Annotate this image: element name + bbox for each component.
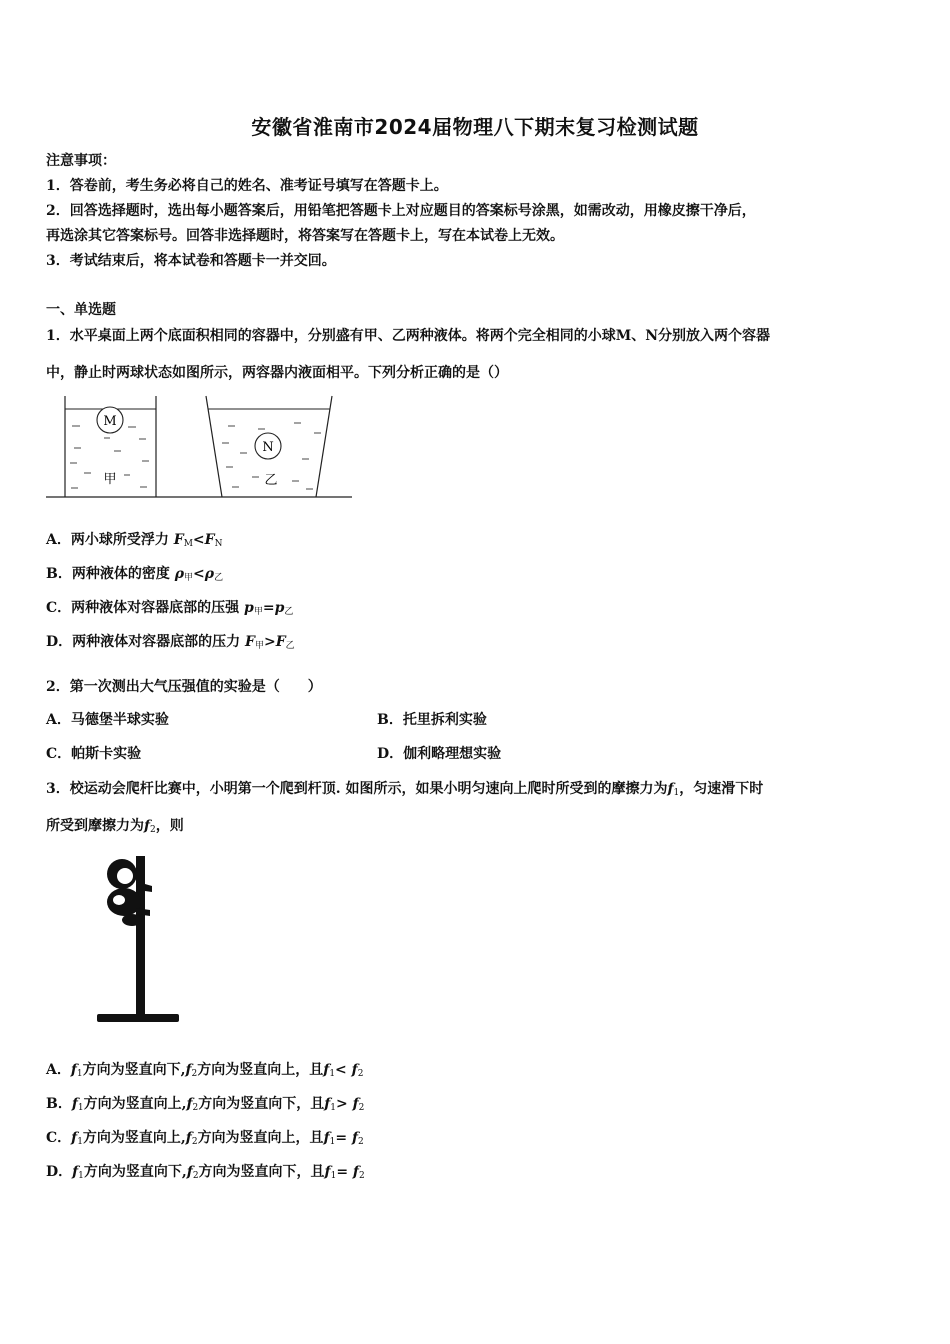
q3-option-b[interactable]: B．$f_1$方向为竖直向上$,f_2$方向为竖直向下，且$f_1> f_2$: [46, 1096, 365, 1113]
q1-option-b[interactable]: B．两种液体的密度 $\rho_甲<\rho_乙$: [46, 566, 224, 583]
q3-option-c[interactable]: C．$f_1$方向为竖直向上$,f_2$方向为竖直向上，且$f_1= f_2$: [46, 1130, 364, 1147]
q2-option-b[interactable]: B．托里拆利实验: [377, 712, 487, 728]
notice-item: 2．回答选择题时，选出每小题答案后，用铅笔把答题卡上对应题目的答案标号涂黑，如需改动，用橡皮擦干净后，: [46, 203, 756, 219]
q1-containers-figure: [44, 393, 356, 501]
pole: [136, 856, 145, 1016]
notice-item: 再选涂其它答案标号。回答非选择题时，将答案写在答题卡上，写在本试卷上无效。: [46, 228, 564, 244]
q3-option-a[interactable]: A．$f_1$方向为竖直向下$,f_2$方向为竖直向上，且$f_1< f_2$: [46, 1062, 364, 1079]
q3-pole-climber-figure: [92, 852, 184, 1028]
left-container: [65, 396, 156, 497]
right-container: [206, 396, 332, 497]
page-title: 安徽省淮南市2024届物理八下期末复习检测试题: [251, 115, 699, 139]
liquid-jia-label: 甲: [103, 472, 117, 487]
q3-option-d[interactable]: D．$f_1$方向为竖直向下$,f_2$方向为竖直向下，且$f_1= f_2$: [46, 1164, 365, 1181]
q3-stem-line2: 所受到摩擦力为$f_2$，则: [46, 818, 184, 835]
q1-option-d[interactable]: D．两种液体对容器底部的压力 $F_甲>F_乙$: [46, 634, 295, 651]
q2-option-a[interactable]: A．马德堡半球实验: [46, 712, 169, 728]
q2-stem: 2．第一次测出大气压强值的实验是（ ）: [46, 679, 322, 695]
notice-item: 1．答卷前，考生务必将自己的姓名、准考证号填写在答题卡上。: [46, 178, 448, 194]
q2-option-d[interactable]: D．伽利略理想实验: [377, 746, 502, 762]
q1-option-c[interactable]: C．两种液体对容器底部的压强 $p_甲=p_乙$: [46, 600, 294, 617]
ball-n-label: N: [262, 440, 274, 455]
section-heading: 一、单选题: [46, 302, 116, 318]
climber: [107, 859, 152, 926]
pole-base: [97, 1014, 179, 1022]
q3-stem-line1: 3．校运动会爬杆比赛中，小明第一个爬到杆顶. 如图所示，如果小明匀速向上爬时所受到的摩擦力为$f_1$，匀速滑下时: [46, 781, 764, 798]
q1-stem-line1: 1．水平桌面上两个底面积相同的容器中，分别盛有甲、乙两种液体。将两个完全相同的小球M、N分别放入两个容器: [46, 328, 771, 344]
liquid-yi-label: 乙: [264, 473, 278, 488]
notice-heading: 注意事项：: [46, 153, 116, 169]
q1-option-a[interactable]: A．两小球所受浮力 $F_M<F_N$: [46, 532, 223, 549]
q1-stem-line2: 中，静止时两球状态如图所示，两容器内液面相平。下列分析正确的是（）: [46, 365, 508, 381]
q2-option-c[interactable]: C．帕斯卡实验: [46, 746, 142, 762]
notice-item: 3．考试结束后，将本试卷和答题卡一并交回。: [46, 253, 336, 269]
ball-m-label: M: [103, 414, 117, 429]
